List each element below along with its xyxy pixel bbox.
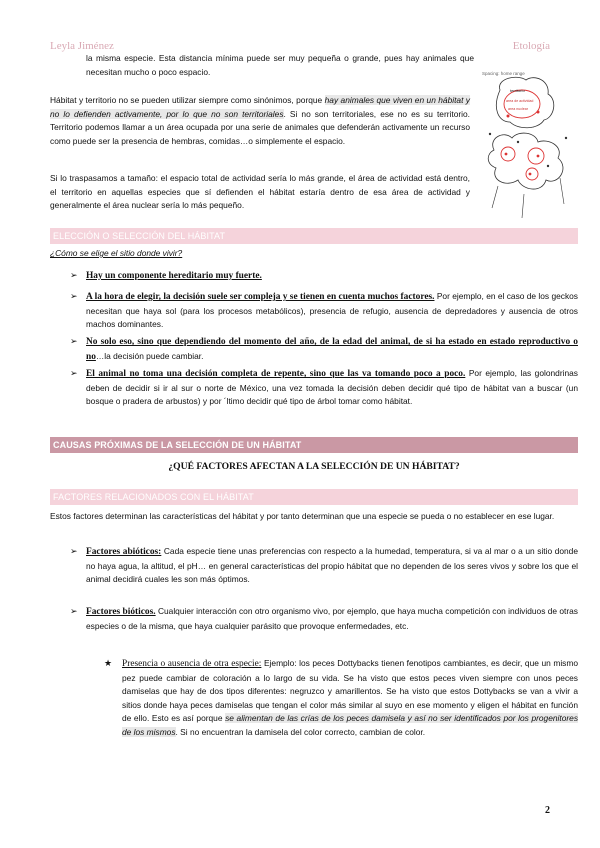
list-item-lead: No solo eso, sino que dependiendo del momento del año, de la edad del animal, de si ha estado en estado reproductivo o no <box>86 337 578 362</box>
other-species-highlight: se alimentan de las crías de los peces damisela y así no ser identificados por los progenitores de los mismos <box>122 713 578 737</box>
list-item-text: Por ejemplo, las golondrinas deben de decidir si ir al sur o norte de México, una vez tomada la decisión deben decidir qué tipo de hábitat van a buscar (un bosque o pradera de arbustos) y por ´ltimo decidir qué tipo de árbol tomar como hábitat. <box>86 368 578 407</box>
arrow-bullet-icon: ➢ <box>70 336 78 346</box>
figure-label-territory: territorio <box>510 88 525 93</box>
arrow-bullet-icon: ➢ <box>70 368 78 378</box>
intro-p2-highlight: hay animales que viven en un hábitat y no lo defienden activamente, por lo que no son territoriales <box>50 95 470 119</box>
biotic-lead: Factores bióticos. <box>86 607 156 617</box>
intro-paragraph-1: la misma especie. Esta distancia mínima puede ser muy pequeña o grande, pues hay animales que necesitan mucho o poco espacio. <box>86 53 474 77</box>
intro-p2-end: . Si no son territoriales, ese no es su territorio. Territorio podemos llamar a un área ocupada por una serie de animales que defenderán activamente un recurso como puede ser la presencia de hembras, comidas…o simplemente el espacio. <box>50 108 470 146</box>
section-question: ¿Cómo se elige el sitio donde vivir? <box>50 248 183 258</box>
intro-paragraph-2 <box>50 94 470 148</box>
header-author: Leyla Jiménez <box>50 40 114 52</box>
intro-paragraph-3: Si lo traspasamos a tamaño: el espacio total de actividad sería lo más grande, el área de actividad está dentro, el territorio en aquellas especies que sí defienden el hábitat estaría dentro de esa área de actividad y generalmente el área nuclear sería lo más pequeño. <box>50 173 470 211</box>
header-subject: Etología <box>512 40 550 52</box>
star-bullet-icon: ★ <box>104 658 113 668</box>
page-number: 2 <box>545 805 550 816</box>
list-item-lead: El animal no toma una decisión completa de repente, sino que las va tomando poco a poco. <box>86 369 466 379</box>
factors-intro: Estos factores determinan las características del hábitat y por tanto determinan que una especie se pueda o no establecer en ese lugar. <box>50 511 555 521</box>
other-species-lead: Presencia o ausencia de otra especie: <box>122 659 262 669</box>
section-title-habitat-factors: FACTORES RELACIONADOS CON EL HÁBITAT <box>50 489 578 505</box>
list-item <box>86 290 578 332</box>
list-item-text: Por ejemplo, en el caso de los geckos necesitan que haya sol (para los procesos metabólicos), presencia de refugio, ausencia de depredadores y ausencia de otros machos dominantes. <box>86 291 578 330</box>
list-item <box>86 335 578 364</box>
list-item <box>86 269 578 284</box>
section-title-proximate-causes: CAUSAS PRÓXIMAS DE LA SELECCIÓN DE UN HÁBITAT <box>50 437 578 453</box>
arrow-bullet-icon: ➢ <box>70 606 78 616</box>
arrow-bullet-icon: ➢ <box>70 291 78 301</box>
list-item-text: …la decisión puede cambiar. <box>95 350 204 361</box>
home-range-figure <box>478 68 578 230</box>
abiotic-lead: Factores abióticos: <box>86 547 162 557</box>
figure-caption: Spacing: home range <box>482 71 525 76</box>
section-subtitle: ¿QUÉ FACTORES AFECTAN A LA SELECCIÓN DE UN HÁBITAT? <box>168 461 460 472</box>
other-species-text-start: Ejemplo: los peces Dottybacks tienen fenotipos cambiantes, es decir, que un mismo pez puede cambiar de coloración a lo largo de su vida. Se ha visto que estos peces viven siempre con unos peces damiselas que hay de dos tipos diferentes: negruzco y amarillentos. Se ha visto que estos Dottybacks se van a vivir a sitios donde haya peces damiselas que tengan el color más similar al suyo en ese momento y eligen el hábitat en función de ello. Esto es así porque <box>122 658 578 724</box>
figure-label-core-area: area nuclear <box>508 107 528 111</box>
list-item-abiotic <box>86 545 578 587</box>
list-item-other-species <box>122 657 578 740</box>
list-item <box>86 367 578 409</box>
list-item-lead: Hay un componente hereditario muy fuerte. <box>86 271 262 281</box>
list-item-lead: A la hora de elegir, la decisión suele ser compleja y se tienen en cuenta muchos factores. <box>86 292 435 302</box>
abiotic-text: Cada especie tiene unas preferencias con respecto a la humedad, temperatura, si va al mar o a un sitio donde no haya agua, la altitud, el pH… en general características del propio hábitat que no dependen de los seres vivos y sobre los que el animal decidirá cuales les son más óptimos. <box>86 546 578 585</box>
list-item-biotic <box>86 605 578 633</box>
intro-p2-start: Hábitat y territorio no se pueden utilizar siempre como sinónimos, porque <box>50 95 325 105</box>
arrow-bullet-icon: ➢ <box>70 546 78 556</box>
biotic-text: Cualquier interacción con otro organismo vivo, por ejemplo, que haya mucha competición con individuos de otras especies o de la misma, que haya cualquier parásito que provoque enfermedades, etc. <box>86 606 578 631</box>
figure-label-activity-area: area de actividad <box>506 99 534 103</box>
arrow-bullet-icon: ➢ <box>70 270 78 280</box>
other-species-text-end: . Si no encuentran la damisela del color correcto, cambian de color. <box>175 726 426 737</box>
section-title-habitat-choice: ELECCIÓN O SELECCIÓN DEL HÁBITAT <box>50 228 578 244</box>
